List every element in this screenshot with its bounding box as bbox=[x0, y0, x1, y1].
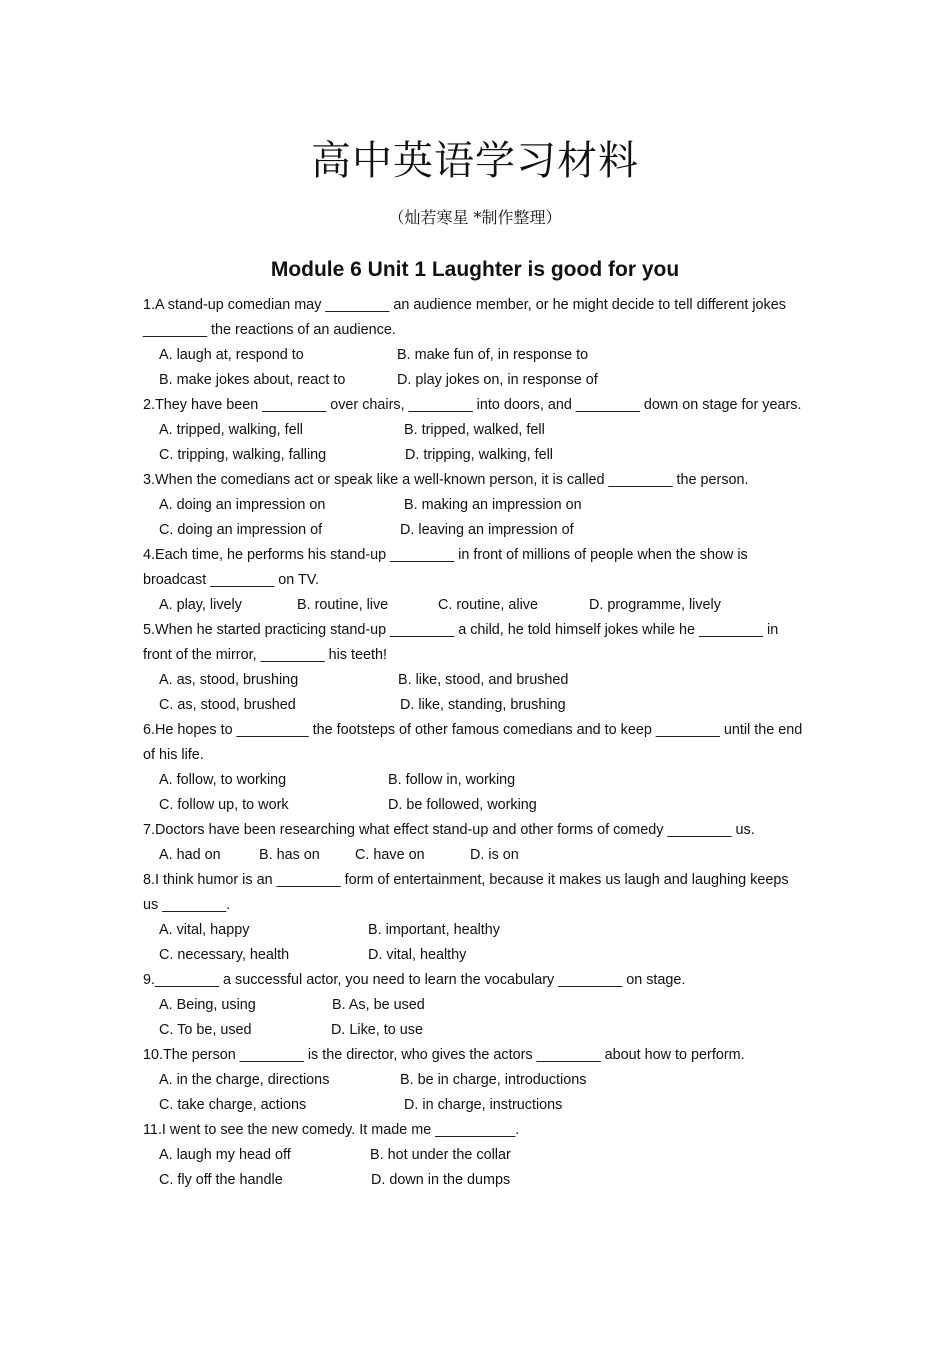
options-row bbox=[143, 1168, 803, 1193]
options-row bbox=[143, 793, 803, 818]
options-row bbox=[143, 593, 803, 618]
option-d: D. Like, to use bbox=[331, 1022, 423, 1038]
option-c: C. have on bbox=[355, 847, 425, 863]
option-d: D. down in the dumps bbox=[371, 1172, 511, 1188]
option-a: A. follow, to working bbox=[159, 772, 287, 788]
document-title: 高中英语学习材料 bbox=[311, 138, 639, 184]
options-row bbox=[143, 993, 803, 1018]
options-row bbox=[143, 1143, 803, 1168]
options-row bbox=[143, 768, 803, 793]
question-7 bbox=[143, 818, 803, 868]
option-d: D. be followed, working bbox=[388, 797, 537, 813]
question-stem: 9.________ a successful actor, you need to learn the vocabulary ________ on stage. bbox=[143, 972, 686, 988]
question-4 bbox=[143, 543, 803, 618]
question-stem: 2.They have been ________ over chairs, ________ into doors, and ________ down on stage for years. bbox=[143, 397, 802, 413]
options-row bbox=[143, 1018, 803, 1043]
option-b: B. tripped, walked, fell bbox=[404, 422, 545, 438]
option-d: D. leaving an impression of bbox=[400, 522, 574, 538]
option-c: C. necessary, health bbox=[159, 947, 290, 963]
option-c: C. as, stood, brushed bbox=[159, 697, 296, 713]
question-9 bbox=[143, 968, 803, 1043]
option-c: C. take charge, actions bbox=[159, 1097, 307, 1113]
question-stem: 11.I went to see the new comedy. It made me __________. bbox=[143, 1122, 520, 1138]
option-b: B. routine, live bbox=[297, 597, 389, 613]
options-row bbox=[143, 343, 803, 368]
option-b: B. As, be used bbox=[332, 997, 425, 1013]
option-b: B. making an impression on bbox=[404, 497, 582, 513]
options-row bbox=[143, 518, 803, 543]
option-a: A. laugh my head off bbox=[159, 1147, 291, 1163]
option-a: A. tripped, walking, fell bbox=[159, 422, 303, 438]
option-a: A. vital, happy bbox=[159, 922, 250, 938]
question-stem: 7.Doctors have been researching what effect stand-up and other forms of comedy ________ us. bbox=[143, 822, 755, 838]
option-a: A. doing an impression on bbox=[159, 497, 326, 513]
option-d: D. programme, lively bbox=[589, 597, 721, 613]
option-a: A. play, lively bbox=[159, 597, 242, 613]
option-d: D. like, standing, brushing bbox=[400, 697, 566, 713]
option-d: D. vital, healthy bbox=[368, 947, 467, 963]
option-a: A. in the charge, directions bbox=[159, 1072, 330, 1088]
unit-title: Module 6 Unit 1 Laughter is good for you bbox=[270, 258, 680, 281]
options-row bbox=[143, 1093, 803, 1118]
options-row bbox=[143, 368, 803, 393]
options-row bbox=[143, 843, 803, 868]
option-c: C. routine, alive bbox=[438, 597, 538, 613]
question-8 bbox=[143, 868, 803, 968]
option-d: D. in charge, instructions bbox=[404, 1097, 563, 1113]
option-c: C. tripping, walking, falling bbox=[159, 447, 327, 463]
option-b: B. like, stood, and brushed bbox=[398, 672, 569, 688]
option-d: D. tripping, walking, fell bbox=[405, 447, 553, 463]
option-b: B. hot under the collar bbox=[370, 1147, 511, 1163]
question-stem: 6.He hopes to _________ the footsteps of other famous comedians and to keep ________ until the end of his life. bbox=[143, 722, 803, 763]
option-b: B. make fun of, in response to bbox=[397, 347, 589, 363]
option-b: B. be in charge, introductions bbox=[400, 1072, 587, 1088]
option-a: A. laugh at, respond to bbox=[159, 347, 304, 363]
question-11 bbox=[143, 1118, 803, 1193]
options-row bbox=[143, 918, 803, 943]
option-c: C. fly off the handle bbox=[159, 1172, 283, 1188]
option-a: A. as, stood, brushing bbox=[159, 672, 299, 688]
question-stem: 5.When he started practicing stand-up ________ a child, he told himself jokes while he ________ in front of the mirror, ________ his teeth! bbox=[143, 622, 779, 663]
question-10 bbox=[143, 1043, 803, 1118]
question-stem: 10.The person ________ is the director, who gives the actors ________ about how to perform. bbox=[143, 1047, 745, 1063]
document-subtitle: （灿若寒星 *制作整理） bbox=[388, 208, 562, 227]
options-row bbox=[143, 493, 803, 518]
option-c: C. To be, used bbox=[159, 1022, 252, 1038]
option-a: A. Being, using bbox=[159, 997, 256, 1013]
question-1 bbox=[143, 293, 803, 393]
question-3 bbox=[143, 468, 803, 543]
options-row bbox=[143, 693, 803, 718]
question-list bbox=[143, 293, 803, 1193]
options-row bbox=[143, 668, 803, 693]
question-stem: 8.I think humor is an ________ form of entertainment, because it makes us laugh and laughing keeps us ________. bbox=[143, 872, 789, 913]
question-6 bbox=[143, 718, 803, 818]
option-b: B. follow in, working bbox=[388, 772, 516, 788]
option-a: A. had on bbox=[159, 847, 221, 863]
question-stem: 4.Each time, he performs his stand-up ________ in front of millions of people when the show is broadcast ________ on TV. bbox=[143, 547, 748, 588]
option-b: B. has on bbox=[259, 847, 320, 863]
question-stem: 3.When the comedians act or speak like a well-known person, it is called ________ the person. bbox=[143, 472, 749, 488]
option-d: D. is on bbox=[470, 847, 519, 863]
options-row bbox=[143, 943, 803, 968]
option-c: C. doing an impression of bbox=[159, 522, 323, 538]
option-d: D. play jokes on, in response of bbox=[397, 372, 598, 388]
question-stem: 1.A stand-up comedian may ________ an audience member, or he might decide to tell different jokes ________ the reactions of an audience. bbox=[143, 297, 786, 338]
question-2 bbox=[143, 393, 803, 468]
question-5 bbox=[143, 618, 803, 718]
option-b: B. important, healthy bbox=[368, 922, 500, 938]
options-row bbox=[143, 418, 803, 443]
options-row bbox=[143, 443, 803, 468]
option-c: C. follow up, to work bbox=[159, 797, 289, 813]
option-c: B. make jokes about, react to bbox=[159, 372, 346, 388]
options-row bbox=[143, 1068, 803, 1093]
